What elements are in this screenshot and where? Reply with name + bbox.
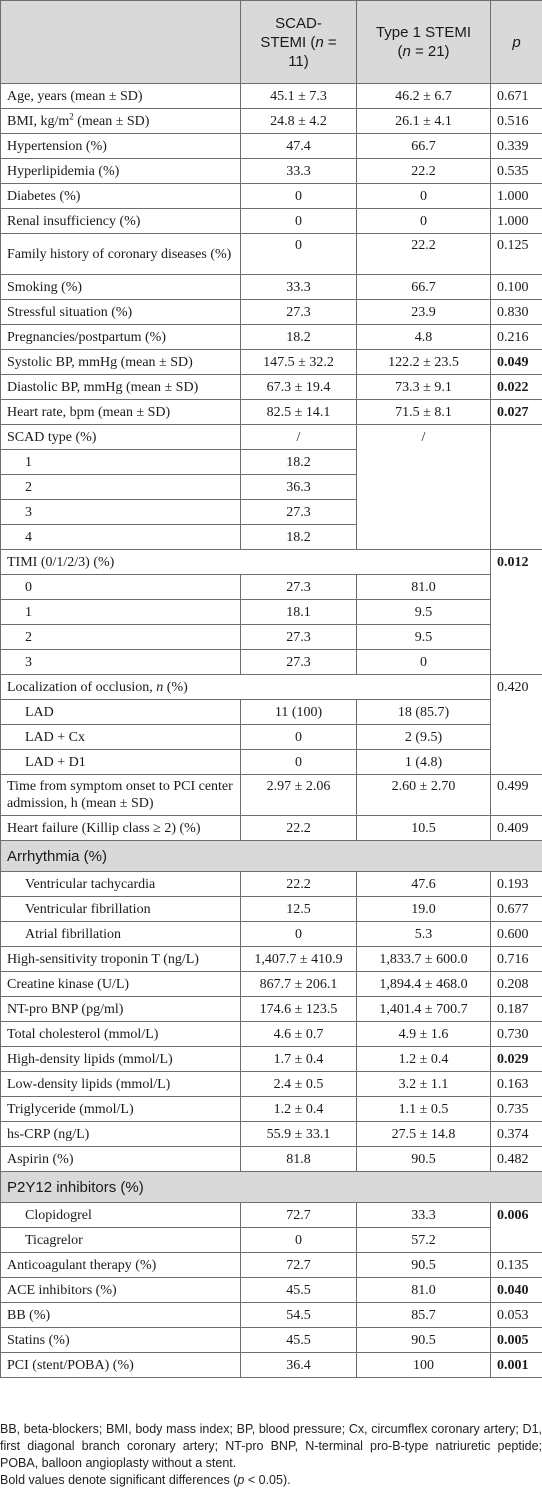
row-label: Heart failure (Killip class ≥ 2) (%) <box>1 816 241 841</box>
scad-value: 22.2 <box>241 872 357 897</box>
row-label: High-sensitivity troponin T (ng/L) <box>1 947 241 972</box>
type1-value: 4.8 <box>357 325 491 350</box>
table-row <box>1 109 542 134</box>
row-label: ACE inhibitors (%) <box>1 1278 241 1303</box>
type1-value: 66.7 <box>357 275 491 300</box>
significance-note: Bold values denote significant differences (p < 0.05). <box>0 1473 291 1487</box>
table-row <box>1 1122 542 1147</box>
type1-value: 57.2 <box>357 1228 491 1253</box>
table-row <box>1 184 542 209</box>
table-row <box>1 872 542 897</box>
type1-value: 5.3 <box>357 922 491 947</box>
scad-value: 0 <box>241 234 357 275</box>
scad-value: 18.2 <box>241 325 357 350</box>
type1-value: 90.5 <box>357 1147 491 1172</box>
scad-value: 0 <box>241 209 357 234</box>
type1-value: 1,401.4 ± 700.7 <box>357 997 491 1022</box>
row-label: Low-density lipids (mmol/L) <box>1 1072 241 1097</box>
type1-value: 46.2 ± 6.7 <box>357 84 491 109</box>
table-row <box>1 675 542 700</box>
p-value: 0.677 <box>491 897 542 922</box>
scad-value: 147.5 ± 32.2 <box>241 350 357 375</box>
type1-value: 90.5 <box>357 1253 491 1278</box>
p-value: 0.420 <box>491 675 542 775</box>
table-row <box>1 922 542 947</box>
row-label: Statins (%) <box>1 1328 241 1353</box>
row-label: Age, years (mean ± SD) <box>1 84 241 109</box>
scad-value: 36.4 <box>241 1353 357 1378</box>
p-value: 0.499 <box>491 775 542 816</box>
row-label: 0 <box>1 575 241 600</box>
scad-value: 33.3 <box>241 275 357 300</box>
p-value: 0.125 <box>491 234 542 275</box>
type1-value: 23.9 <box>357 300 491 325</box>
type1-value: 22.2 <box>357 159 491 184</box>
row-label: Aspirin (%) <box>1 1147 241 1172</box>
type1-value: 66.7 <box>357 134 491 159</box>
section-row <box>1 1172 542 1203</box>
header-label <box>1 1 241 84</box>
type1-value: 2.60 ± 2.70 <box>357 775 491 816</box>
type1-value: 1,894.4 ± 468.0 <box>357 972 491 997</box>
table-row <box>1 1047 542 1072</box>
scad-value: 867.7 ± 206.1 <box>241 972 357 997</box>
type1-value: 18 (85.7) <box>357 700 491 725</box>
row-label: Total cholesterol (mmol/L) <box>1 1022 241 1047</box>
scad-value: 1.2 ± 0.4 <box>241 1097 357 1122</box>
p-value: 0.135 <box>491 1253 542 1278</box>
table-row <box>1 1328 542 1353</box>
type1-value: 122.2 ± 23.5 <box>357 350 491 375</box>
type1-value: 19.0 <box>357 897 491 922</box>
p-value: 0.005 <box>491 1328 542 1353</box>
scad-value: 27.3 <box>241 575 357 600</box>
row-label: Hypertension (%) <box>1 134 241 159</box>
scad-value: 72.7 <box>241 1203 357 1228</box>
p-value: 0.100 <box>491 275 542 300</box>
p-value: 0.029 <box>491 1047 542 1072</box>
scad-value: 27.3 <box>241 625 357 650</box>
scad-value: 45.5 <box>241 1328 357 1353</box>
scad-value: 36.3 <box>241 475 357 500</box>
table-row <box>1 1097 542 1122</box>
type1-value: 3.2 ± 1.1 <box>357 1072 491 1097</box>
type1-value: 90.5 <box>357 1328 491 1353</box>
type1-value: 100 <box>357 1353 491 1378</box>
p-value: 0.600 <box>491 922 542 947</box>
scad-value: 45.1 ± 7.3 <box>241 84 357 109</box>
table-row <box>1 1228 542 1253</box>
row-label: 1 <box>1 600 241 625</box>
table-row <box>1 300 542 325</box>
scad-value: 0 <box>241 922 357 947</box>
row-label: Creatine kinase (U/L) <box>1 972 241 997</box>
scad-value: 18.1 <box>241 600 357 625</box>
table-row <box>1 575 542 600</box>
p-value: 0.006 <box>491 1203 542 1253</box>
row-label: 1 <box>1 450 241 475</box>
table-row <box>1 1303 542 1328</box>
p-value: 0.187 <box>491 997 542 1022</box>
table-row <box>1 1147 542 1172</box>
table-row <box>1 700 542 725</box>
p-value: 0.482 <box>491 1147 542 1172</box>
table-row <box>1 625 542 650</box>
table-row <box>1 1022 542 1047</box>
scad-value: 45.5 <box>241 1278 357 1303</box>
row-label: Triglyceride (mmol/L) <box>1 1097 241 1122</box>
section-row <box>1 841 542 872</box>
p-value: 0.022 <box>491 375 542 400</box>
scad-value: 47.4 <box>241 134 357 159</box>
type1-value: 71.5 ± 8.1 <box>357 400 491 425</box>
scad-value: 174.6 ± 123.5 <box>241 997 357 1022</box>
header-p: p <box>491 1 542 84</box>
table-row <box>1 947 542 972</box>
table-row <box>1 350 542 375</box>
type1-value: 0 <box>357 209 491 234</box>
row-label: Ventricular fibrillation <box>1 897 241 922</box>
section-label: Arrhythmia (%) <box>1 841 542 872</box>
header-row <box>1 1 542 84</box>
p-value: 0.001 <box>491 1353 542 1378</box>
scad-value: 72.7 <box>241 1253 357 1278</box>
header-type1: Type 1 STEMI (n = 21) <box>357 1 491 84</box>
table-row <box>1 650 542 675</box>
table-row <box>1 1353 542 1378</box>
table-row <box>1 750 542 775</box>
row-label: LAD + Cx <box>1 725 241 750</box>
table-row <box>1 816 542 841</box>
scad-value: 27.3 <box>241 650 357 675</box>
type1-value: 1 (4.8) <box>357 750 491 775</box>
scad-value: 55.9 ± 33.1 <box>241 1122 357 1147</box>
table-row <box>1 897 542 922</box>
row-label: Diastolic BP, mmHg (mean ± SD) <box>1 375 241 400</box>
scad-value: 27.3 <box>241 300 357 325</box>
scad-value: 82.5 ± 14.1 <box>241 400 357 425</box>
scad-value: 1,407.7 ± 410.9 <box>241 947 357 972</box>
scad-value: 0 <box>241 184 357 209</box>
row-label: Diabetes (%) <box>1 184 241 209</box>
row-label: 3 <box>1 500 241 525</box>
p-value: 1.000 <box>491 184 542 209</box>
type1-value: / <box>357 425 491 550</box>
p-value: 0.049 <box>491 350 542 375</box>
type1-value: 2 (9.5) <box>357 725 491 750</box>
type1-value: 10.5 <box>357 816 491 841</box>
p-value: 0.671 <box>491 84 542 109</box>
p-value: 0.053 <box>491 1303 542 1328</box>
table-row <box>1 209 542 234</box>
row-label: TIMI (0/1/2/3) (%) <box>1 550 491 575</box>
table-row <box>1 600 542 625</box>
row-label: Clopidogrel <box>1 1203 241 1228</box>
table-row <box>1 275 542 300</box>
row-label: 3 <box>1 650 241 675</box>
p-value: 0.040 <box>491 1278 542 1303</box>
table-row <box>1 1278 542 1303</box>
type1-value: 1.1 ± 0.5 <box>357 1097 491 1122</box>
p-value: 0.339 <box>491 134 542 159</box>
p-value: 0.012 <box>491 550 542 675</box>
type1-value: 26.1 ± 4.1 <box>357 109 491 134</box>
row-label: High-density lipids (mmol/L) <box>1 1047 241 1072</box>
p-value: 0.216 <box>491 325 542 350</box>
row-label: Ticagrelor <box>1 1228 241 1253</box>
abbreviations-note: BB, beta-blockers; BMI, body mass index; BP, blood pressure; Cx, circumflex coronary artery; D1, first diagonal branch coronary artery; NT-pro BNP, N-terminal pro-B-type natriuretic peptide; POBA, balloon angioplasty without a stent. <box>0 1422 542 1470</box>
type1-value: 81.0 <box>357 1278 491 1303</box>
type1-value: 4.9 ± 1.6 <box>357 1022 491 1047</box>
scad-value: 2.97 ± 2.06 <box>241 775 357 816</box>
table-row <box>1 134 542 159</box>
type1-value: 47.6 <box>357 872 491 897</box>
row-label: PCI (stent/POBA) (%) <box>1 1353 241 1378</box>
table-row <box>1 425 542 450</box>
table-row <box>1 1253 542 1278</box>
table-row <box>1 1072 542 1097</box>
type1-value: 1.2 ± 0.4 <box>357 1047 491 1072</box>
p-value: 0.163 <box>491 1072 542 1097</box>
row-label: Renal insufficiency (%) <box>1 209 241 234</box>
p-value: 0.830 <box>491 300 542 325</box>
table-row <box>1 550 542 575</box>
p-value: 0.208 <box>491 972 542 997</box>
type1-value: 27.5 ± 14.8 <box>357 1122 491 1147</box>
p-value: 0.735 <box>491 1097 542 1122</box>
table-row <box>1 972 542 997</box>
scad-value: 81.8 <box>241 1147 357 1172</box>
row-label: 2 <box>1 475 241 500</box>
type1-value: 1,833.7 ± 600.0 <box>357 947 491 972</box>
type1-value: 9.5 <box>357 625 491 650</box>
row-label: 4 <box>1 525 241 550</box>
table-row <box>1 325 542 350</box>
scad-value: 18.2 <box>241 525 357 550</box>
row-label: BB (%) <box>1 1303 241 1328</box>
table-row <box>1 775 542 816</box>
table-footnotes <box>0 1421 542 1489</box>
row-label: Time from symptom onset to PCI center admission, h (mean ± SD) <box>1 775 241 816</box>
table-row <box>1 234 542 275</box>
type1-value: 0 <box>357 650 491 675</box>
row-label: Anticoagulant therapy (%) <box>1 1253 241 1278</box>
type1-value: 9.5 <box>357 600 491 625</box>
p-value: 0.535 <box>491 159 542 184</box>
scad-value: 12.5 <box>241 897 357 922</box>
row-label: BMI, $kg/m^2$ (mean ± SD) <box>1 109 241 134</box>
scad-value: 0 <box>241 750 357 775</box>
row-label: SCAD type (%) <box>1 425 241 450</box>
scad-value: 67.3 ± 19.4 <box>241 375 357 400</box>
scad-value: 2.4 ± 0.5 <box>241 1072 357 1097</box>
p-value: 0.716 <box>491 947 542 972</box>
row-label: Ventricular tachycardia <box>1 872 241 897</box>
row-label: Localization of occlusion, n (%) <box>1 675 491 700</box>
table-row <box>1 84 542 109</box>
p-value: 0.193 <box>491 872 542 897</box>
scad-value: 0 <box>241 1228 357 1253</box>
type1-value: 73.3 ± 9.1 <box>357 375 491 400</box>
scad-value: 33.3 <box>241 159 357 184</box>
p-value: 0.027 <box>491 400 542 425</box>
scad-value: 22.2 <box>241 816 357 841</box>
scad-value: 24.8 ± 4.2 <box>241 109 357 134</box>
table-row <box>1 375 542 400</box>
scad-value: 1.7 ± 0.4 <box>241 1047 357 1072</box>
p-value: 0.730 <box>491 1022 542 1047</box>
type1-value: 33.3 <box>357 1203 491 1228</box>
scad-value: 4.6 ± 0.7 <box>241 1022 357 1047</box>
scad-value: 27.3 <box>241 500 357 525</box>
row-label: Systolic BP, mmHg (mean ± SD) <box>1 350 241 375</box>
row-label: Atrial fibrillation <box>1 922 241 947</box>
scad-value: 54.5 <box>241 1303 357 1328</box>
row-label: Smoking (%) <box>1 275 241 300</box>
row-label: NT-pro BNP (pg/ml) <box>1 997 241 1022</box>
type1-value: 81.0 <box>357 575 491 600</box>
p-value: 0.409 <box>491 816 542 841</box>
row-label: Pregnancies/postpartum (%) <box>1 325 241 350</box>
table-row <box>1 997 542 1022</box>
type1-value: 22.2 <box>357 234 491 275</box>
row-label: hs-CRP (ng/L) <box>1 1122 241 1147</box>
scad-value: 0 <box>241 725 357 750</box>
type1-value: 0 <box>357 184 491 209</box>
row-label: 2 <box>1 625 241 650</box>
table-row <box>1 1203 542 1228</box>
row-label: Hyperlipidemia (%) <box>1 159 241 184</box>
p-value: 0.516 <box>491 109 542 134</box>
table-row <box>1 400 542 425</box>
table-row <box>1 725 542 750</box>
row-label: LAD + D1 <box>1 750 241 775</box>
p-value: 1.000 <box>491 209 542 234</box>
section-label: P2Y12 inhibitors (%) <box>1 1172 542 1203</box>
type1-value: 85.7 <box>357 1303 491 1328</box>
row-label: Family history of coronary diseases (%) <box>1 234 241 275</box>
p-value: 0.374 <box>491 1122 542 1147</box>
scad-value: 11 (100) <box>241 700 357 725</box>
scad-value: 18.2 <box>241 450 357 475</box>
p-value <box>491 425 542 550</box>
scad-value: / <box>241 425 357 450</box>
header-scad: SCAD- STEMI (n = 11) <box>241 1 357 84</box>
table-row <box>1 159 542 184</box>
row-label: Heart rate, bpm (mean ± SD) <box>1 400 241 425</box>
row-label: LAD <box>1 700 241 725</box>
row-label: Stressful situation (%) <box>1 300 241 325</box>
